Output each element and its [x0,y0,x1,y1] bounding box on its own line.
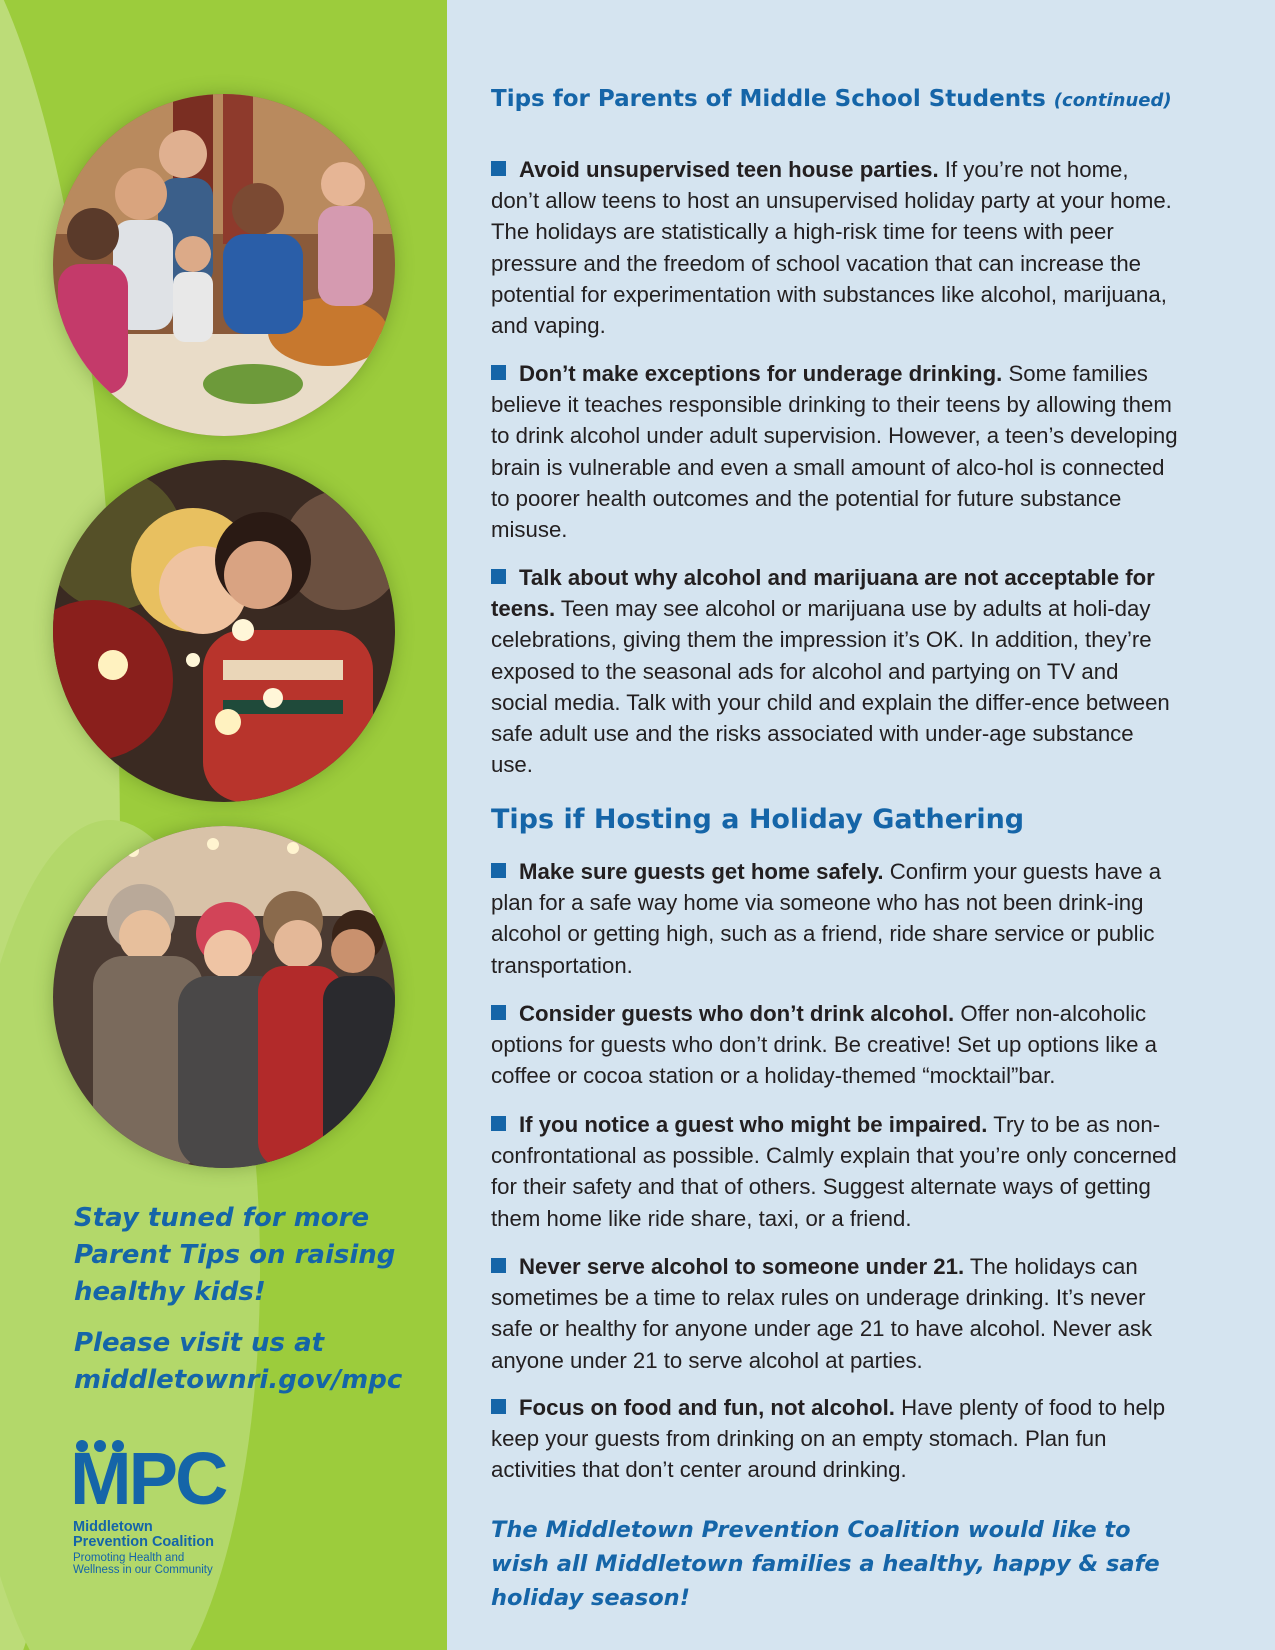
section-parents-title: Tips for Parents of Middle School Students [491,86,1046,112]
stay-tuned-message: Stay tuned for more Parent Tips on raising healthy kids! [74,1203,396,1307]
logo-tagline [73,1552,333,1576]
section-parents-heading [491,86,1172,112]
tip-lead: If you notice a guest who might be impaired. [519,1112,988,1137]
square-bullet-icon [491,1258,506,1273]
tip-item [491,1251,1181,1376]
tip-text: Offer non-alcoholic options for guests who don’t drink. Be creative! Set up options like a coffee or cocoa station or a holiday-themed “mocktail”bar. [491,1001,1158,1089]
tip-lead: Talk about why alcohol and marijuana are not acceptable for teens. [491,565,1155,622]
hugging-friends-illustration [53,460,395,802]
visit-website-message[interactable]: Please visit us at middletownri.gov/mpc [74,1328,403,1395]
logo-org-name [73,1520,333,1550]
square-bullet-icon [491,1399,506,1414]
hugging-friends-photo [53,460,395,802]
square-bullet-icon [491,1005,506,1020]
tip-text: Try to be as non-confrontational as possible. Calmly explain that you’re only concerned for their safety and that of others. Suggest alternate ways of getting them home like ride share, taxi, or a friend. [491,1112,1177,1231]
tip-text: Some families believe it teaches responsible drinking to their teens by allowing them to drink alcohol under adult supervision. However, a teen’s developing brain is vulnerable and even a small amount of alco-hol is connected to poorer health outcomes and the potential for future substance misuse. [491,361,1178,543]
winter-friends-illustration [53,826,395,1168]
tip-text: Confirm your guests have a plan for a safe way home via someone who has not been drink-ing alcohol or getting high, such as a friend, ride share service or public transportation. [491,859,1162,978]
square-bullet-icon [491,569,506,584]
closing-message: The Middletown Prevention Coalition would like to wish all Middletown families a healthy, happy & safe holiday season! [491,1517,1160,1611]
square-bullet-icon [491,863,506,878]
tip-lead: Focus on food and fun, not alcohol. [519,1395,895,1420]
logo-tag-line2: Wellness in our Community [73,1564,213,1576]
section-parents-continued: (continued) [1053,90,1172,111]
square-bullet-icon [491,1116,506,1131]
section-hosting-heading: Tips if Hosting a Holiday Gathering [491,804,1025,835]
square-bullet-icon [491,161,506,176]
sidebar [0,0,447,1650]
family-dinner-illustration [53,94,395,436]
tip-text: Have plenty of food to help keep your guests from drinking on an empty stomach. Plan fun activities that don’t center around drinking. [491,1395,1166,1483]
logo-org-line2: Prevention Coalition [73,1534,214,1550]
tip-item [491,358,1181,545]
square-bullet-icon [491,365,506,380]
tip-lead: Don’t make exceptions for underage drinking. [519,361,1003,386]
tip-item [491,998,1181,1092]
tip-lead: Make sure guests get home safely. [519,859,884,884]
tip-lead: Consider guests who don’t drink alcohol. [519,1001,955,1026]
tip-item [491,1392,1181,1486]
logo-org-line1: Middletown [73,1519,153,1535]
mpc-logo-mark [70,1437,333,1520]
mpc-logo-letters: MPC [70,1437,226,1520]
tip-text: Teen may see alcohol or marijuana use by adults at holi-day celebrations, giving them the impression it’s OK. In addition, they’re exposed to the seasonal ads for alcohol and partying on TV and social media. Talk with your child and explain the differ-ence between safe adult use and the risks associated with under-age substance use. [491,596,1170,778]
family-dinner-photo [53,94,395,436]
tip-item [491,856,1181,981]
main-content [491,0,1191,1650]
tip-item [491,1109,1181,1234]
tip-item [491,154,1181,341]
mpc-logo [70,1437,333,1580]
tip-lead: Never serve alcohol to someone under 21. [519,1254,965,1279]
tip-text: If you’re not home, don’t allow teens to host an unsupervised holiday party at your home. The holidays are statistically a high-risk time for teens with peer pressure and the freedom of school vacation that can increase the potential for experimentation with substances like alcohol, marijuana, and vaping. [491,157,1172,339]
tip-lead: Avoid unsupervised teen house parties. [519,157,939,182]
logo-tag-line1: Promoting Health and [73,1552,185,1564]
tip-item [491,562,1181,780]
winter-friends-photo [53,826,395,1168]
tip-text: The holidays can sometimes be a time to relax rules on underage drinking. It’s never safe or healthy for anyone under age 21 to have alcohol. Never ask anyone under 21 to serve alcohol at parties. [491,1254,1153,1373]
